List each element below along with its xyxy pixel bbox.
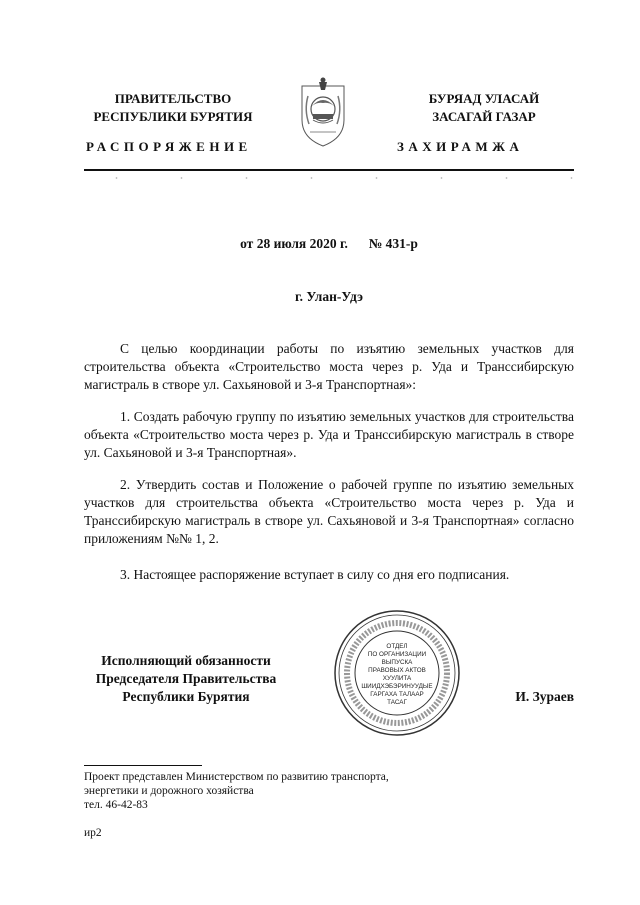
body-item-3 (84, 566, 574, 584)
header-left-line1: ПРАВИТЕЛЬСТВО (114, 91, 232, 106)
doc-kind-left: РАСПОРЯЖЕНИЕ (86, 139, 252, 154)
header-divider (84, 169, 574, 171)
doc-number: № 431-р (368, 236, 418, 251)
seal-text-line: ШИИДХЭБЭРИНУУДЫЕ (361, 683, 433, 690)
doc-city: г. Улан-Удэ (295, 289, 363, 304)
footer-divider (84, 765, 202, 766)
header-dotted-line (84, 176, 574, 180)
seal-text-line: ПРАВОВЫХ АКТОВ (368, 667, 426, 674)
official-seal-icon (332, 608, 462, 738)
intro-paragraph: С целью координации работы по изъятию земельных участков для строительства объекта «Строительство моста через р. Уда и Транссибирскую магистраль в створе ул. Сахьяновой и 3-я Транспортная»: (84, 341, 574, 392)
seal-text-line: ВЫПУСКА (381, 659, 413, 666)
header-left (84, 90, 262, 126)
item2-paragraph: 2. Утвердить состав и Положение о рабочей группе по изъятию земельных участков для строительства объекта «Строительство моста через р. Уда и Транссибирскую магистраль в створе ул. Сахьяновой и 3-я Транспортная» согласно приложениям №№ 1, 2. (84, 477, 574, 546)
seal-text-line: ОТДЕЛ (386, 643, 408, 650)
seal-text-line: ПО ОРГАНИЗАЦИИ (367, 651, 427, 658)
signatory-title-line3: Республики Бурятия (122, 689, 250, 704)
seal-text-line: ХУУЛИТА (382, 675, 412, 682)
item1-paragraph: 1. Создать рабочую группу по изъятию земельных участков для строительства объекта «Строительство моста через р. Уда и Транссибирскую магистраль в створе ул. Сахьяновой и 3-я Транспортная». (84, 409, 574, 460)
header-right-line2: ЗАСАГАЙ ГАЗАР (432, 109, 536, 124)
signatory-title (84, 652, 288, 706)
footer-line3: тел. 46-42-83 (84, 799, 148, 811)
header-right-line1: БУРЯАД УЛАСАЙ (428, 91, 540, 106)
coat-of-arms-icon (296, 76, 350, 150)
footer-note (84, 770, 574, 812)
seal-text-line: ГАРГАХА ТАЛААР (370, 691, 424, 698)
header-right (394, 90, 574, 126)
item3-paragraph: 3. Настоящее распоряжение вступает в силу со дня его подписания. (120, 567, 510, 582)
signatory-title-line1: Исполняющий обязанности (101, 653, 271, 668)
footer-line1: Проект представлен Министерством по развитию транспорта, (84, 771, 389, 783)
body-item-2 (84, 476, 574, 548)
footer-line2: энергетики и дорожного хозяйства (84, 785, 254, 797)
doc-kind-right: ЗАХИРАМЖА (397, 139, 524, 154)
signatory-name: И. Зураев (515, 689, 574, 704)
footer-code: ир2 (84, 827, 102, 839)
body-intro (84, 340, 574, 394)
doc-date-number (84, 236, 574, 252)
doc-date: от 28 июля 2020 г. (240, 236, 348, 251)
signatory-title-line2: Председателя Правительства (95, 671, 277, 686)
body-item-1 (84, 408, 574, 462)
header-left-line2: РЕСПУБЛИКИ БУРЯТИЯ (93, 109, 253, 124)
seal-text-line: ТАСАГ (387, 699, 407, 706)
